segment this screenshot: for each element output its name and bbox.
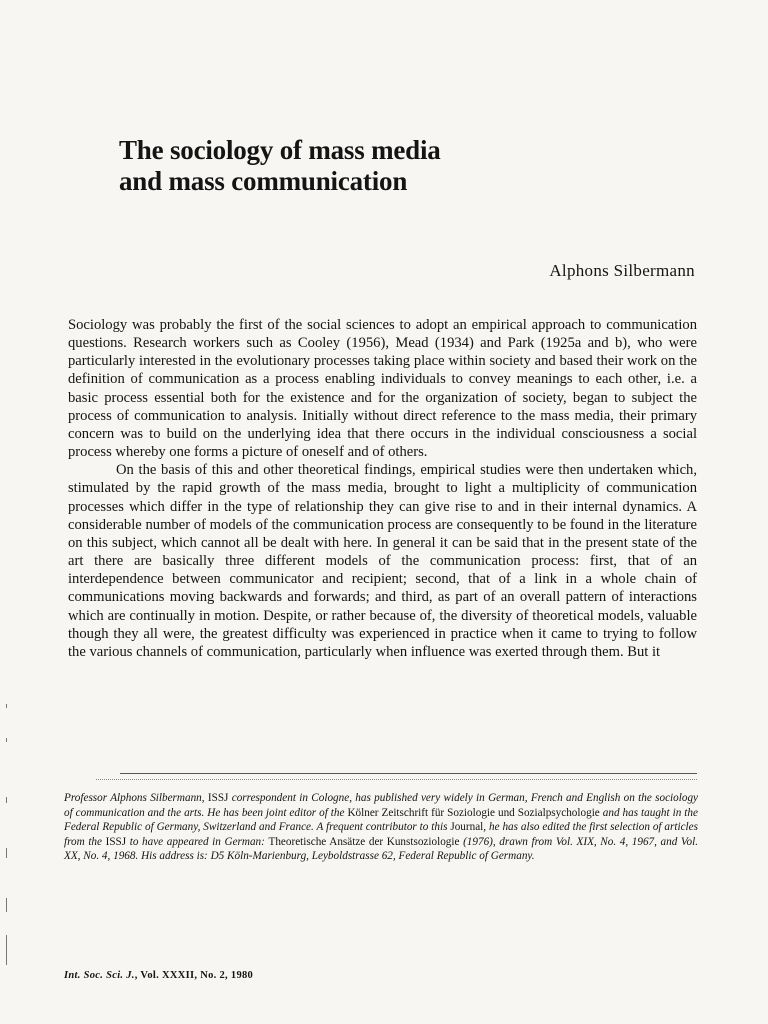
scan-edge-mark — [6, 797, 7, 803]
scan-edge-mark — [6, 704, 7, 708]
journal-reference — [64, 970, 253, 981]
footnote-text-2: ISSJ — [207, 792, 229, 804]
footnote-text-3: correspondent in Cologne, has published very widely in German, French and English on the sociology of communication and the arts. He has been joint editor of the — [64, 792, 698, 819]
scan-edge-mark — [6, 848, 7, 858]
scan-edge-mark — [6, 898, 7, 912]
footnote-separator-dotted — [96, 779, 697, 780]
article-title-line-2: and mass communication — [119, 166, 408, 196]
article-author: Alphons Silbermann — [549, 261, 695, 280]
footnote-text-7: , he has also edited the first selection of articles from the — [64, 821, 698, 848]
footnote-text-11: (1976), drawn from Vol. XIX, No. 4, 1967, and Vol. XX, No. 4, 1968. His address is: D5 Köln-Marienburg, Leyboldstrasse 62, Federal Republic of Germany. — [64, 835, 698, 863]
footnote-text-6: Journal — [450, 821, 484, 834]
body-paragraph-1: Sociology was probably the first of the social sciences to adopt an empirical approach to communication questions. Research workers such as Cooley (1956), Mead (1934) and Park (1925a and b), who were particularly interested in the evolutionary processes taking place within society and based their work on the definition of communication as a process enabling individuals to convey meanings to each other, i.e. a basic process essential both for the existence and for the organization of society, began to subject the process of communication to analysis. Initially without direct reference to the mass media, their primary concern was to build on the underlying idea that there occurs in the individual consciousness a social process whereby one forms a picture of oneself and of others. — [68, 317, 697, 461]
footnote-text-1: Professor Alphons Silbermann, — [64, 792, 208, 804]
article-title-line-1: The sociology of mass media — [119, 135, 441, 165]
journal-abbrev: Int. Soc. Sci. J. — [64, 970, 135, 981]
footnote-text-9: to have appeared in German: — [126, 835, 269, 848]
scan-edge-mark — [6, 935, 7, 965]
article-body — [68, 316, 697, 661]
body-paragraph-2: On the basis of this and other theoretical findings, empirical studies were then undertaken which, stimulated by the rapid growth of the mass media, brought to light a multiplicity of communication processes which differ in the type of relationship they can give rise to and in their internal dynamics. A considerable number of models of the communication process are consequently to be found in the literature on this subject, which cannot all be dealt with here. In general it can be said that in the present state of the art there are basically three different models of the communication process: first, that of an interdependence between communicator and recipient; second, that of a link in a whole chain of communications moving backwards and forwards; and third, as part of an overall pattern of interactions which are continually in motion. Despite, or rather because of, the diversity of theoretical models, valuable though they all were, the greatest difficulty was experienced in practice when it came to trying to follow the various channels of communication, particularly when influence was exerted through them. But it — [68, 462, 697, 660]
footnote-text-4: Kölner Zeitschrift für Soziologie und Sozialpsychologie — [347, 806, 600, 819]
author-footnote — [64, 791, 698, 864]
article-title — [119, 135, 679, 197]
scan-edge-mark — [6, 738, 7, 742]
footnote-text-10: Theoretische Ansätze der Kunstsoziologie — [268, 835, 460, 848]
footnote-text-8: ISSJ — [105, 835, 127, 848]
footnote-text-5: and has taught in the Federal Republic of Germany, Switzerland and France. A frequent contributor to this — [64, 806, 698, 834]
journal-volume: , Vol. XXXII, No. 2, 1980 — [134, 970, 254, 981]
footnote-separator-rule — [120, 773, 697, 774]
